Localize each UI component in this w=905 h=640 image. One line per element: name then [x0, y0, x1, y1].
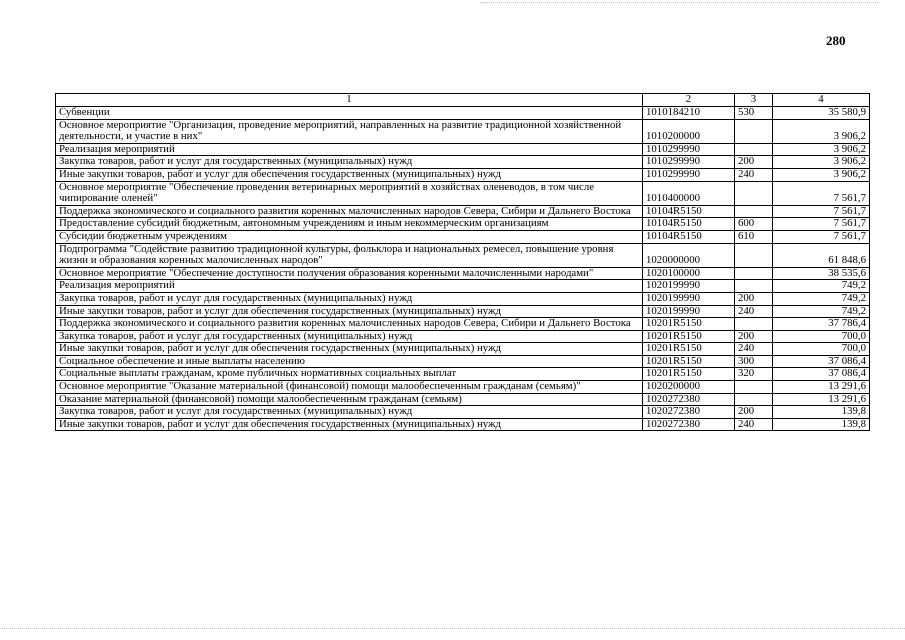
row-name-cell: Иные закупки товаров, работ и услуг для обеспечения государственных (муниципальных) нужд [56, 305, 643, 318]
row-type-cell [735, 119, 773, 143]
row-type-cell [735, 318, 773, 331]
row-name-cell: Реализация мероприятий [56, 143, 643, 156]
row-name-cell: Иные закупки товаров, работ и услуг для обеспечения государственных (муниципальных) нужд [56, 343, 643, 356]
table-row [56, 230, 870, 243]
table-row [56, 393, 870, 406]
row-name-cell: Подпрограмма "Содействие развитию традиционной культуры, фольклора и национальных ремесел, повышение уровня жизни и образования коренных малочисленных народов" [56, 243, 643, 267]
table-row [56, 292, 870, 305]
row-name-cell: Основное мероприятие "Оказание материальной (финансовой) помощи малообеспеченным гражданам (семьям)" [56, 381, 643, 394]
table-row [56, 355, 870, 368]
row-type-cell [735, 393, 773, 406]
row-type-cell: 240 [735, 305, 773, 318]
row-sum-cell: 13 291,6 [773, 393, 870, 406]
table-row [56, 205, 870, 218]
scan-artifact-bottom [0, 628, 905, 630]
row-name-cell: Основное мероприятие "Обеспечение проведения ветеринарных мероприятий в хозяйствах оленеводов, в том числе чипирование оленей" [56, 181, 643, 205]
row-code-cell: 1010184210 [643, 107, 735, 120]
row-code-cell: 10201R5150 [643, 343, 735, 356]
row-name-cell: Закупка товаров, работ и услуг для государственных (муниципальных) нужд [56, 292, 643, 305]
row-name-cell: Поддержка экономического и социального развития коренных малочисленных народов Севера, Сибири и Дальнего Востока [56, 318, 643, 331]
row-name-cell: Социальные выплаты гражданам, кроме публичных нормативных социальных выплат [56, 368, 643, 381]
row-sum-cell: 700,0 [773, 343, 870, 356]
table-row [56, 406, 870, 419]
column-header-type: 3 [735, 94, 773, 107]
row-name-cell: Основное мероприятие "Обеспечение доступности получения образования коренными малочисленными народами" [56, 267, 643, 280]
row-type-cell: 610 [735, 230, 773, 243]
row-type-cell: 200 [735, 292, 773, 305]
row-sum-cell: 7 561,7 [773, 218, 870, 231]
row-type-cell: 320 [735, 368, 773, 381]
row-code-cell: 10104R5150 [643, 218, 735, 231]
row-type-cell: 200 [735, 406, 773, 419]
row-name-cell: Иные закупки товаров, работ и услуг для обеспечения государственных (муниципальных) нужд [56, 418, 643, 431]
row-code-cell: 1020200000 [643, 381, 735, 394]
table-row [56, 330, 870, 343]
row-code-cell: 10104R5150 [643, 205, 735, 218]
row-code-cell: 10201R5150 [643, 368, 735, 381]
row-sum-cell: 61 848,6 [773, 243, 870, 267]
row-code-cell: 10104R5150 [643, 230, 735, 243]
row-name-cell: Оказание материальной (финансовой) помощи малообеспеченным гражданам (семьям) [56, 393, 643, 406]
row-name-cell: Иные закупки товаров, работ и услуг для обеспечения государственных (муниципальных) нужд [56, 168, 643, 181]
row-name-cell: Субсидии бюджетным учреждениям [56, 230, 643, 243]
budget-table [55, 93, 870, 431]
row-sum-cell: 139,8 [773, 406, 870, 419]
row-sum-cell: 7 561,7 [773, 181, 870, 205]
row-type-cell [735, 205, 773, 218]
row-type-cell: 530 [735, 107, 773, 120]
row-type-cell: 200 [735, 330, 773, 343]
row-code-cell: 1020100000 [643, 267, 735, 280]
row-sum-cell: 3 906,2 [773, 119, 870, 143]
table-row [56, 181, 870, 205]
row-code-cell: 10201R5150 [643, 330, 735, 343]
row-type-cell [735, 280, 773, 293]
table-row [56, 343, 870, 356]
table-row [56, 143, 870, 156]
table-row [56, 119, 870, 143]
column-header-code: 2 [643, 94, 735, 107]
row-type-cell: 600 [735, 218, 773, 231]
row-sum-cell: 13 291,6 [773, 381, 870, 394]
table-row [56, 305, 870, 318]
row-code-cell: 1020199990 [643, 305, 735, 318]
row-sum-cell: 749,2 [773, 305, 870, 318]
row-sum-cell: 700,0 [773, 330, 870, 343]
row-code-cell: 1020272380 [643, 393, 735, 406]
row-type-cell: 200 [735, 156, 773, 169]
table-row [56, 418, 870, 431]
table-row [56, 318, 870, 331]
row-type-cell: 300 [735, 355, 773, 368]
row-name-cell: Предоставление субсидий бюджетным, автономным учреждениям и иным некоммерческим организациям [56, 218, 643, 231]
row-sum-cell: 3 906,2 [773, 156, 870, 169]
table-row [56, 368, 870, 381]
table-header-row [56, 94, 870, 107]
row-code-cell: 1010400000 [643, 181, 735, 205]
row-name-cell: Поддержка экономического и социального развития коренных малочисленных народов Севера, Сибири и Дальнего Востока [56, 205, 643, 218]
row-name-cell: Основное мероприятие "Организация, проведение мероприятий, направленных на развитие традиционной хозяйственной деятельности, и участие в них" [56, 119, 643, 143]
table-row [56, 218, 870, 231]
row-type-cell: 240 [735, 168, 773, 181]
table-row [56, 243, 870, 267]
row-sum-cell: 749,2 [773, 280, 870, 293]
row-type-cell: 240 [735, 343, 773, 356]
row-name-cell: Социальное обеспечение и иные выплаты населению [56, 355, 643, 368]
table-row [56, 107, 870, 120]
row-name-cell: Субвенции [56, 107, 643, 120]
column-header-sum: 4 [773, 94, 870, 107]
row-sum-cell: 37 086,4 [773, 368, 870, 381]
row-code-cell: 1020199990 [643, 280, 735, 293]
row-code-cell: 1010299990 [643, 156, 735, 169]
row-name-cell: Закупка товаров, работ и услуг для государственных (муниципальных) нужд [56, 156, 643, 169]
row-code-cell: 1010299990 [643, 143, 735, 156]
row-sum-cell: 38 535,6 [773, 267, 870, 280]
row-sum-cell: 3 906,2 [773, 143, 870, 156]
row-sum-cell: 37 086,4 [773, 355, 870, 368]
table-body [56, 107, 870, 431]
row-type-cell [735, 181, 773, 205]
row-sum-cell: 3 906,2 [773, 168, 870, 181]
scan-artifact-top [480, 2, 880, 4]
row-code-cell: 1020272380 [643, 418, 735, 431]
row-sum-cell: 139,8 [773, 418, 870, 431]
row-type-cell [735, 143, 773, 156]
row-name-cell: Закупка товаров, работ и услуг для государственных (муниципальных) нужд [56, 406, 643, 419]
row-code-cell: 10201R5150 [643, 318, 735, 331]
row-name-cell: Закупка товаров, работ и услуг для государственных (муниципальных) нужд [56, 330, 643, 343]
row-sum-cell: 37 786,4 [773, 318, 870, 331]
row-code-cell: 1020272380 [643, 406, 735, 419]
page-number: 280 [826, 33, 846, 48]
row-type-cell [735, 243, 773, 267]
row-type-cell [735, 267, 773, 280]
row-code-cell: 1010299990 [643, 168, 735, 181]
row-name-cell: Реализация мероприятий [56, 280, 643, 293]
row-type-cell [735, 381, 773, 394]
table-row [56, 168, 870, 181]
row-code-cell: 1010200000 [643, 119, 735, 143]
row-sum-cell: 7 561,7 [773, 205, 870, 218]
table-row [56, 280, 870, 293]
row-sum-cell: 35 580,9 [773, 107, 870, 120]
row-sum-cell: 749,2 [773, 292, 870, 305]
row-code-cell: 1020199990 [643, 292, 735, 305]
column-header-name: 1 [56, 94, 643, 107]
row-sum-cell: 7 561,7 [773, 230, 870, 243]
row-type-cell: 240 [735, 418, 773, 431]
table-row [56, 381, 870, 394]
table-row [56, 156, 870, 169]
table-row [56, 267, 870, 280]
row-code-cell: 1020000000 [643, 243, 735, 267]
row-code-cell: 10201R5150 [643, 355, 735, 368]
